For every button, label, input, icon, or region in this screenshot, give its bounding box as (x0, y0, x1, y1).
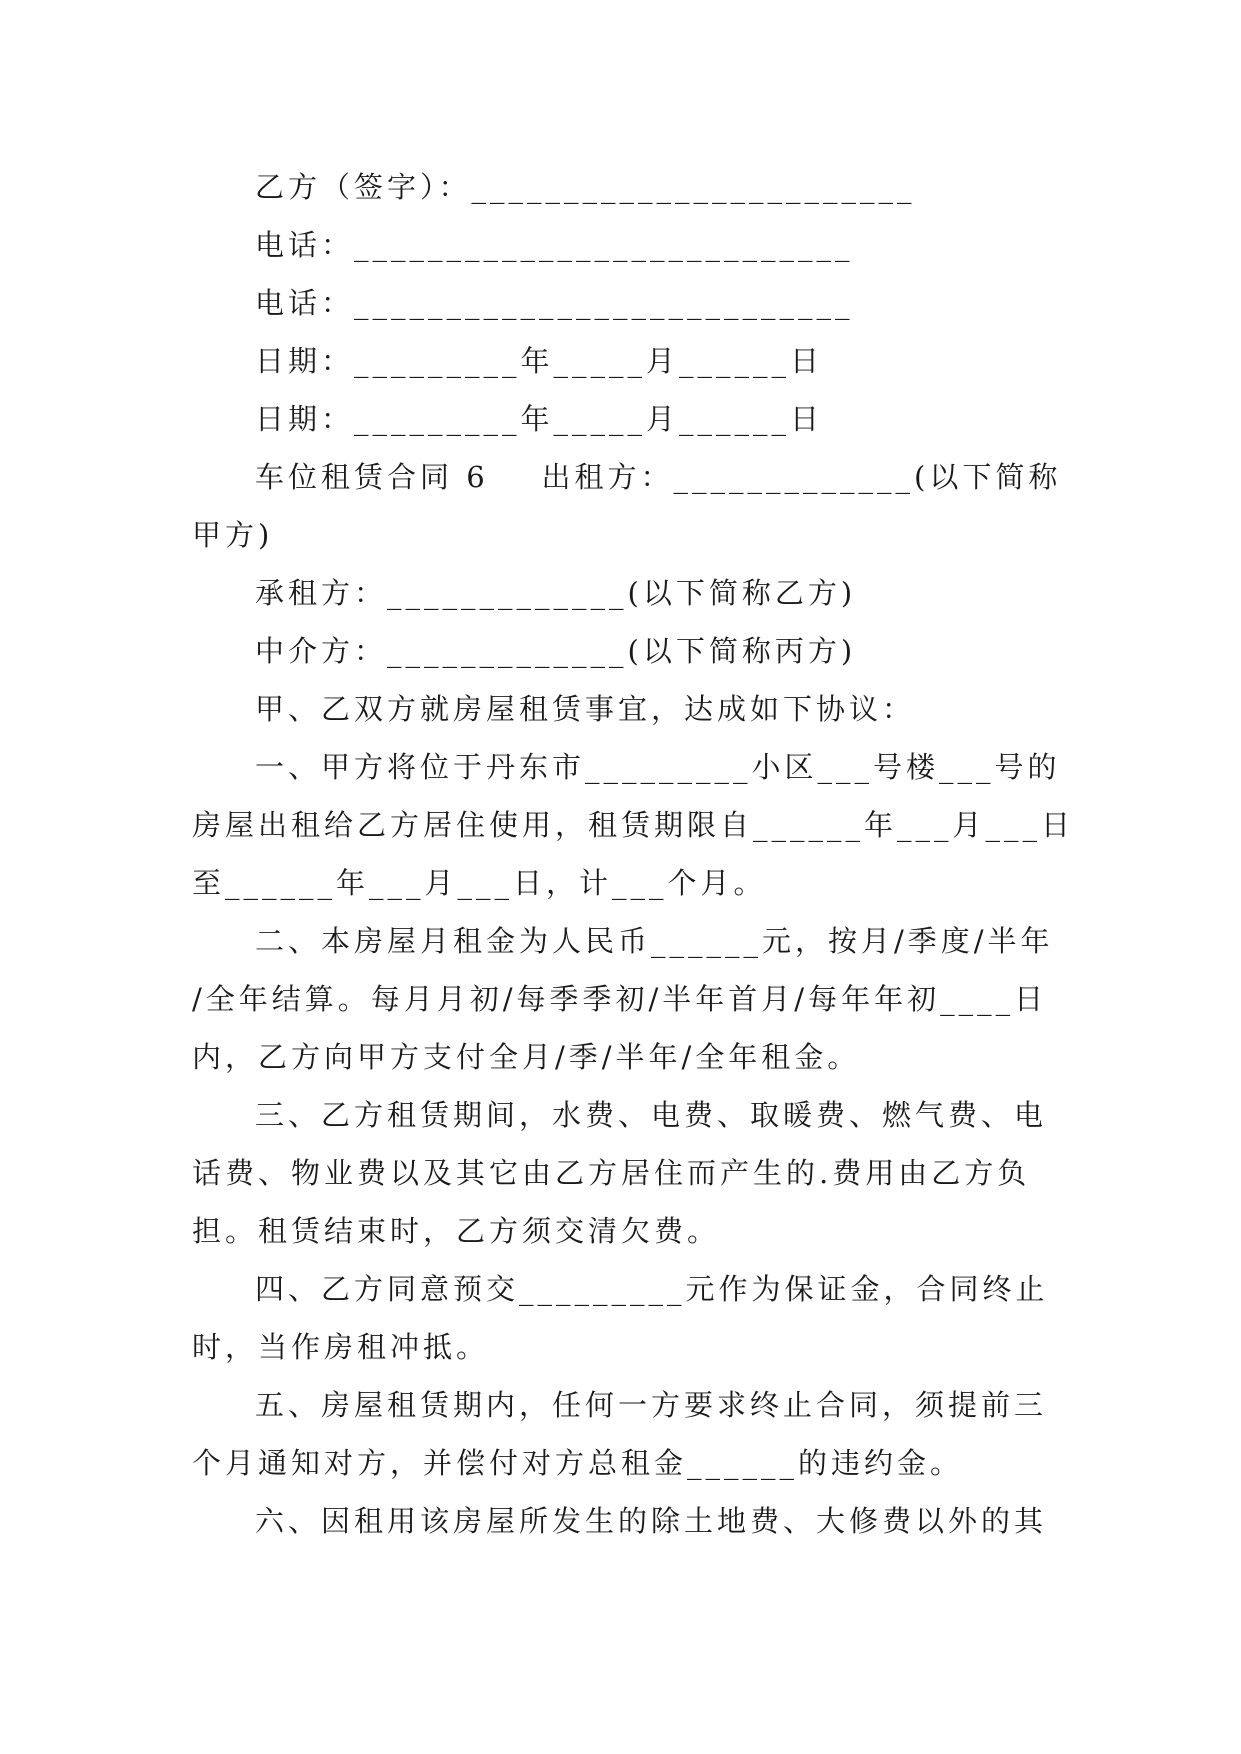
clause-3-line-2: 话费、物业费以及其它由乙方居住而产生的.费用由乙方负 (192, 1156, 1031, 1190)
document-body (192, 158, 1075, 1550)
contract-title-lessor-line: 车位租赁合同 6 出租方：_____________(以下简称 (255, 460, 1062, 494)
agreement-intro-line: 甲、乙双方就房屋租赁事宜，达成如下协议： (255, 692, 916, 726)
clause-2-line-3: 内，乙方向甲方支付全月/季/半年/全年租金。 (192, 1040, 861, 1074)
clause-5-line-1: 五、房屋租赁期内，任何一方要求终止合同，须提前三 (255, 1388, 1048, 1422)
clause-2-line-2: /全年结算。每月月初/每季季初/半年首月/每年年初____日 (192, 982, 1048, 1016)
clause-3-line-3: 担。租赁结束时，乙方须交清欠费。 (192, 1214, 721, 1248)
phone-line-2: 电话：___________________________ (255, 286, 854, 320)
clause-4-line-2: 时，当作房租冲抵。 (192, 1330, 490, 1364)
clause-1-line-3: 至______年___月___日，计___个月。 (192, 866, 767, 900)
clause-6-line-1: 六、因租用该房屋所发生的除土地费、大修费以外的其 (255, 1504, 1048, 1538)
clause-1-line-2: 房屋出租给乙方居住使用，租赁期限自______年___月___日 (192, 808, 1075, 842)
clause-3-line-1: 三、乙方租赁期间，水费、电费、取暖费、燃气费、电 (255, 1098, 1048, 1132)
date-line-2: 日期：_________年_____月______日 (255, 402, 824, 436)
clause-4-line-1: 四、乙方同意预交_________元作为保证金，合同终止 (255, 1272, 1049, 1306)
date-line-1: 日期：_________年_____月______日 (255, 344, 824, 378)
clause-1-line-1: 一、甲方将位于丹东市_________小区___号楼___号的 (255, 750, 1061, 784)
lessee-line: 承租方：_____________(以下简称乙方) (255, 576, 857, 610)
agent-line: 中介方：_____________(以下简称丙方) (255, 634, 857, 668)
party-b-signature-line: 乙方（签字）：________________________ (255, 170, 916, 204)
clause-5-line-2: 个月通知对方，并偿付对方总租金______的违约金。 (192, 1446, 964, 1480)
clause-2-line-1: 二、本房屋月租金为人民币______元，按月/季度/半年 (255, 924, 1054, 958)
phone-line-1: 电话：___________________________ (255, 228, 854, 262)
lessor-continuation-line: 甲方) (192, 518, 274, 552)
